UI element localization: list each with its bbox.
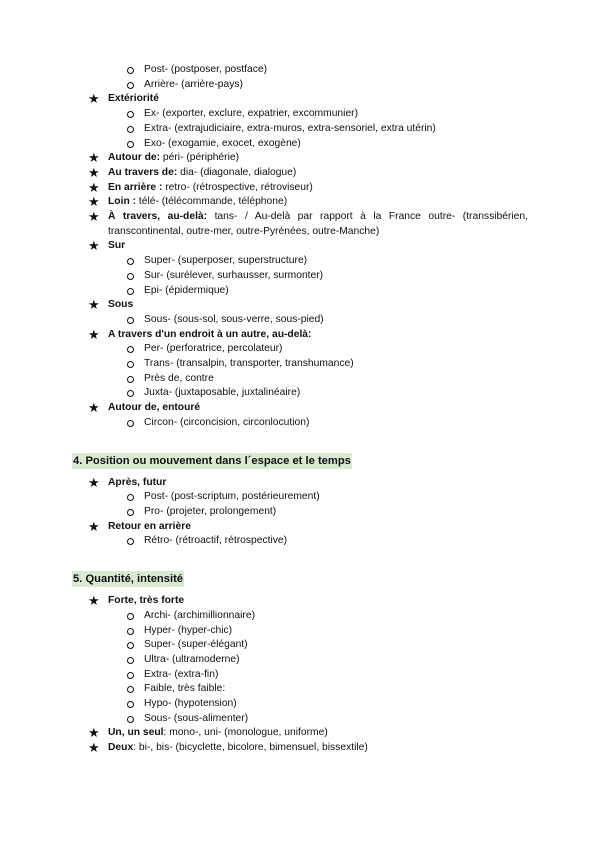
list-item: Rétro- (rétroactif, rétrospective) (0, 534, 600, 549)
bullet-arriere: ★ En arrière : retro- (rétrospective, rétroviseur) (88, 179, 313, 195)
bullet-retour: ★ Retour en arrière (88, 518, 191, 534)
bullet-audela: ★ À travers, au-delà: tans- / Au-delà par rapport à la France outre- (transsibérien, transcontinental, outre-mer, outre-Pyrénées, outre-Manche) (88, 209, 528, 237)
circle-bullet-icon (127, 82, 134, 89)
circle-bullet-icon (127, 273, 134, 280)
list-item: Super- (superposer, superstructure) (0, 254, 600, 269)
list-item: Exo- (exogamie, exocet, exogène) (0, 137, 600, 152)
bullet-forte: ★ Forte, très forte (88, 593, 185, 609)
circle-bullet-icon (127, 376, 134, 383)
bullet-sous: ★ Sous (88, 297, 134, 313)
list-item: Pro- (projeter, prolongement) (0, 505, 600, 520)
section-heading-5: 5. Quantité, intensité (73, 573, 184, 586)
circle-bullet-icon (127, 494, 134, 501)
star-bullet-icon: ★ (88, 209, 100, 225)
circle-bullet-icon (127, 686, 134, 693)
list-item: Extra- (extra-fin) (0, 668, 600, 683)
circle-bullet-icon (127, 67, 134, 74)
star-bullet-icon: ★ (88, 179, 100, 195)
circle-bullet-icon (127, 657, 134, 664)
bullet-loin: ★ Loin : télé- (télécommande, téléphone) (88, 194, 288, 210)
document-page (0, 63, 600, 756)
list-item: Hyper- (hyper-chic) (0, 624, 600, 639)
star-bullet-icon: ★ (88, 297, 100, 313)
list-item: Archi- (archimillionnaire) (0, 609, 600, 624)
circle-bullet-icon (127, 672, 134, 679)
circle-bullet-icon (127, 509, 134, 516)
circle-bullet-icon (127, 288, 134, 295)
circle-bullet-icon (127, 126, 134, 133)
circle-bullet-icon (127, 361, 134, 368)
list-item: Super- (super-élégant) (0, 638, 600, 653)
list-item: Sous- (sous-alimenter) (0, 712, 600, 727)
circle-bullet-icon (127, 701, 134, 708)
star-bullet-icon: ★ (88, 725, 100, 741)
circle-bullet-icon (127, 258, 134, 265)
circle-bullet-icon (127, 628, 134, 635)
bullet-endroit: ★ A travers d'un endroit à un autre, au-delà: (88, 326, 312, 342)
star-bullet-icon: ★ (88, 593, 100, 609)
circle-bullet-icon (127, 716, 134, 723)
list-item: Juxta- (juxtaposable, juxtalinéaire) (0, 386, 600, 401)
bullet-sur: ★ Sur (88, 238, 126, 254)
circle-bullet-icon (127, 642, 134, 649)
circle-bullet-icon (127, 538, 134, 545)
list-item: Faible, très faible: (0, 682, 600, 697)
bullet-deux: ★ Deux: bi-, bis- (bicyclette, bicolore, bimensuel, bissextile) (88, 740, 368, 756)
star-bullet-icon: ★ (88, 474, 100, 490)
circle-bullet-icon (127, 420, 134, 427)
bullet-exteriorite: ★ Extériorité (88, 91, 159, 107)
section-heading-4: 4. Position ou mouvement dans l´espace et le temps (73, 454, 351, 467)
star-bullet-icon: ★ (88, 518, 100, 534)
star-bullet-icon: ★ (88, 326, 100, 342)
bullet-autour: ★ Autour de: péri- (périphérie) (88, 150, 240, 166)
list-item: Près de, contre (0, 372, 600, 387)
list-item: Sous- (sous-sol, sous-verre, sous-pied) (0, 313, 600, 328)
star-bullet-icon: ★ (88, 238, 100, 254)
circle-bullet-icon (127, 346, 134, 353)
bullet-entoure: ★ Autour de, entouré (88, 400, 201, 416)
bullet-apres: ★ Après, futur (88, 474, 167, 490)
list-item: Extra- (extrajudiciaire, extra-muros, extra-sensoriel, extra utérin) (0, 122, 600, 137)
circle-bullet-icon (127, 317, 134, 324)
list-item: Ultra- (ultramoderne) (0, 653, 600, 668)
circle-bullet-icon (127, 111, 134, 118)
star-bullet-icon: ★ (88, 164, 100, 180)
list-item: Sur- (surélever, surhausser, surmonter) (0, 269, 600, 284)
circle-bullet-icon (127, 613, 134, 620)
list-item: Epi- (épidermique) (0, 284, 600, 299)
list-item: Arrière- (arrière-pays) (0, 78, 600, 93)
circle-bullet-icon (127, 141, 134, 148)
list-item: Post- (post-scriptum, postérieurement) (0, 490, 600, 505)
circle-bullet-icon (127, 390, 134, 397)
list-item: Post- (postposer, postface) (0, 63, 600, 78)
star-bullet-icon: ★ (88, 400, 100, 416)
star-bullet-icon: ★ (88, 740, 100, 756)
list-item: Trans- (transalpin, transporter, transhumance) (0, 357, 600, 372)
list-item: Hypo- (hypotension) (0, 697, 600, 712)
list-item: Per- (perforatrice, percolateur) (0, 342, 600, 357)
star-bullet-icon: ★ (88, 91, 100, 107)
list-item: Circon- (circoncision, circonlocution) (0, 416, 600, 431)
bullet-travers: ★ Au travers de: dia- (diagonale, dialogue) (88, 164, 297, 180)
star-bullet-icon: ★ (88, 194, 100, 210)
star-bullet-icon: ★ (88, 150, 100, 166)
bullet-unseul: ★ Un, un seul: mono-, uni- (monologue, uniforme) (88, 725, 328, 741)
list-item: Ex- (exporter, exclure, expatrier, excommunier) (0, 107, 600, 122)
